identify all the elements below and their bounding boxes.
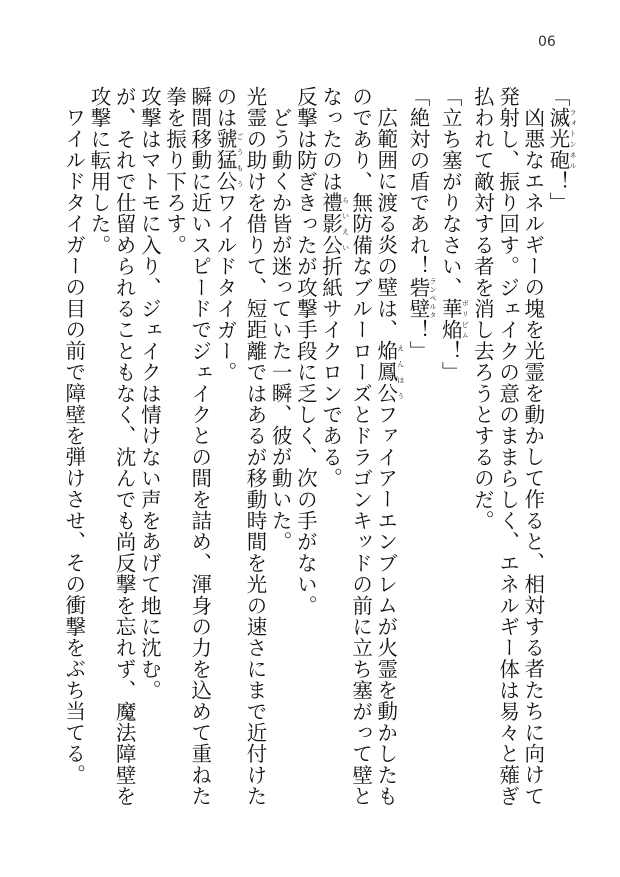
paragraph: ワイルドタイガーの目の前で障壁を弾けさせ、その衝撃をぶち当てる。 bbox=[61, 106, 86, 785]
page-number: 06 bbox=[538, 34, 556, 50]
furigana: 虢猛公 ごうもう bbox=[212, 128, 244, 193]
paragraph: 攻撃はマトモに入り、ジェイクは情けない声をあげて地に沈む。 bbox=[137, 86, 162, 701]
paragraph: 光霊の助けを借りて、短距離ではあるが移動時間を光の速さにまで近付けたのは虢猛公 ごうもうワイルドタイガー。 bbox=[212, 86, 267, 807]
paragraph: 広範囲に渡る炎の壁は、焔鳳公 えんほうファイアーエンブレムが火霊を動かしたものであり、無防備なブルーローズとドラゴンキッドの前に立ち塞がって壁となったのは禮影公 らいえい折紙サイクロンである。 bbox=[318, 86, 405, 807]
paragraph: 「滅光砲 フォトンネル！」 bbox=[546, 86, 577, 214]
furigana: 焔鳳公 えんほう bbox=[373, 339, 405, 404]
paragraph: 「立ち塞がりなさい、華焔 ボリビム！」 bbox=[438, 86, 470, 383]
furigana: 禮影公 らいえい bbox=[318, 192, 350, 256]
paragraph: 反撃は防ぎきったが攻撃手段に乏しく、次の手がない。 bbox=[293, 86, 318, 616]
furigana: 華焔 ボリビム bbox=[438, 298, 470, 341]
furigana: 砦壁 ランペルタ bbox=[405, 276, 437, 320]
furigana: 滅光砲 フォトンネル bbox=[546, 107, 577, 171]
paragraph: が、それで仕留められることもなく、沈んでも尚反撃を忘れず、魔法障壁を攻撃に転用した。 bbox=[86, 86, 137, 807]
paragraph: 「絶対の盾であれ！砦壁 ランペルタ！」 bbox=[405, 86, 437, 362]
paragraph: どう動くか皆が迷っていた一瞬、彼が動いた。 bbox=[268, 106, 293, 552]
paragraph: 凶悪なエネルギーの塊を光霊を動かして作ると、相対する者たちに向けて発射し、振り回す。ジェイクの意のままらしく、エネルギー体は易々と薙ぎ払われて敵対する者を消し去ろうとするのだ。 bbox=[470, 86, 545, 807]
body-text bbox=[61, 86, 577, 821]
paragraph: 瞬間移動に近いスピードでジェイクとの間を詰め、渾身の力を込めて重ねた拳を振り下ろす。 bbox=[162, 86, 212, 807]
